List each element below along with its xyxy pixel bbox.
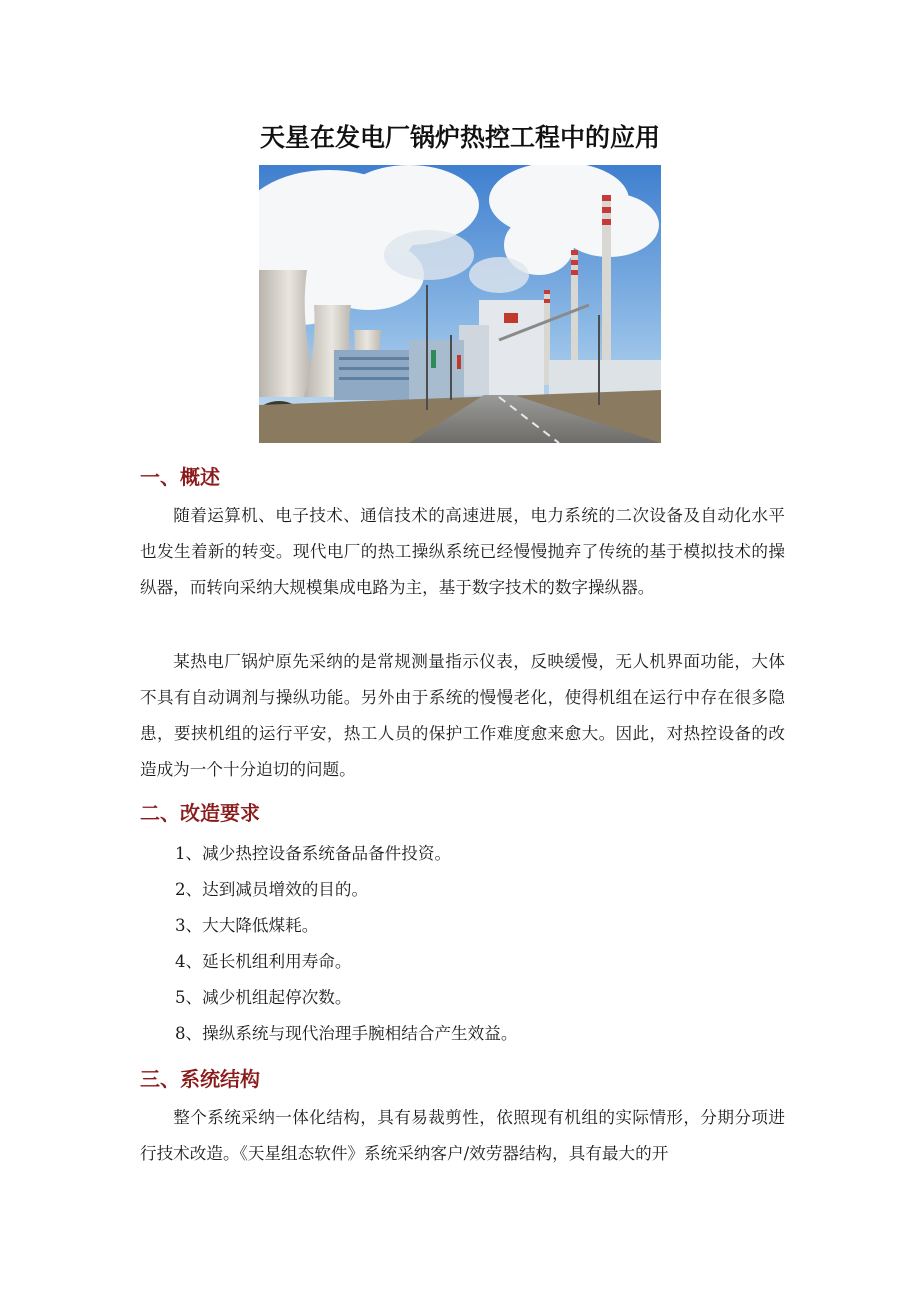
section-heading: 二、改造要求	[140, 801, 260, 825]
list-item: 5、减少机组起停次数。	[175, 988, 352, 1007]
list-item: 2、达到减员增效的目的。	[175, 880, 369, 899]
section-heading: 三、系统结构	[140, 1067, 260, 1091]
page-title: 天星在发电厂锅炉热控工程中的应用	[259, 123, 660, 152]
paragraph: 某热电厂锅炉原先采纳的是常规测量指示仪表，反映缓慢，无人机界面功能，大体不具有自动调剂与操纵功能。另外由于系统的慢慢老化，使得机组在运行中存在很多隐患，要挟机组的运行平安，热工人员的保护工作难度愈来愈大。因此，对热控设备的改造成为一个十分迫切的问题。	[140, 652, 785, 779]
paragraph: 整个系统采纳一体化结构，具有易裁剪性，依照现有机组的实际情形，分期分项进行技术改造。《天星组态软件》系统采纳客户/效劳器结构，具有最大的开	[140, 1108, 785, 1163]
list-item: 1、减少热控设备系统备品备件投资。	[175, 844, 452, 863]
list-item: 3、大大降低煤耗。	[175, 916, 319, 935]
requirements-list	[175, 836, 517, 1052]
power-plant-photo	[259, 165, 661, 443]
section-heading: 一、概述	[140, 465, 220, 489]
paragraph: 随着运算机、电子技术、通信技术的高速进展，电力系统的二次设备及自动化水平也发生着新的转变。现代电厂的热工操纵系统已经慢慢抛弃了传统的基于模拟技术的操纵器，而转向采纳大规模集成电路为主，基于数字技术的数字操纵器。	[140, 506, 785, 597]
list-item: 4、延长机组利用寿命。	[175, 952, 352, 971]
list-item: 8、操纵系统与现代治理手腕相结合产生效益。	[175, 1024, 518, 1043]
